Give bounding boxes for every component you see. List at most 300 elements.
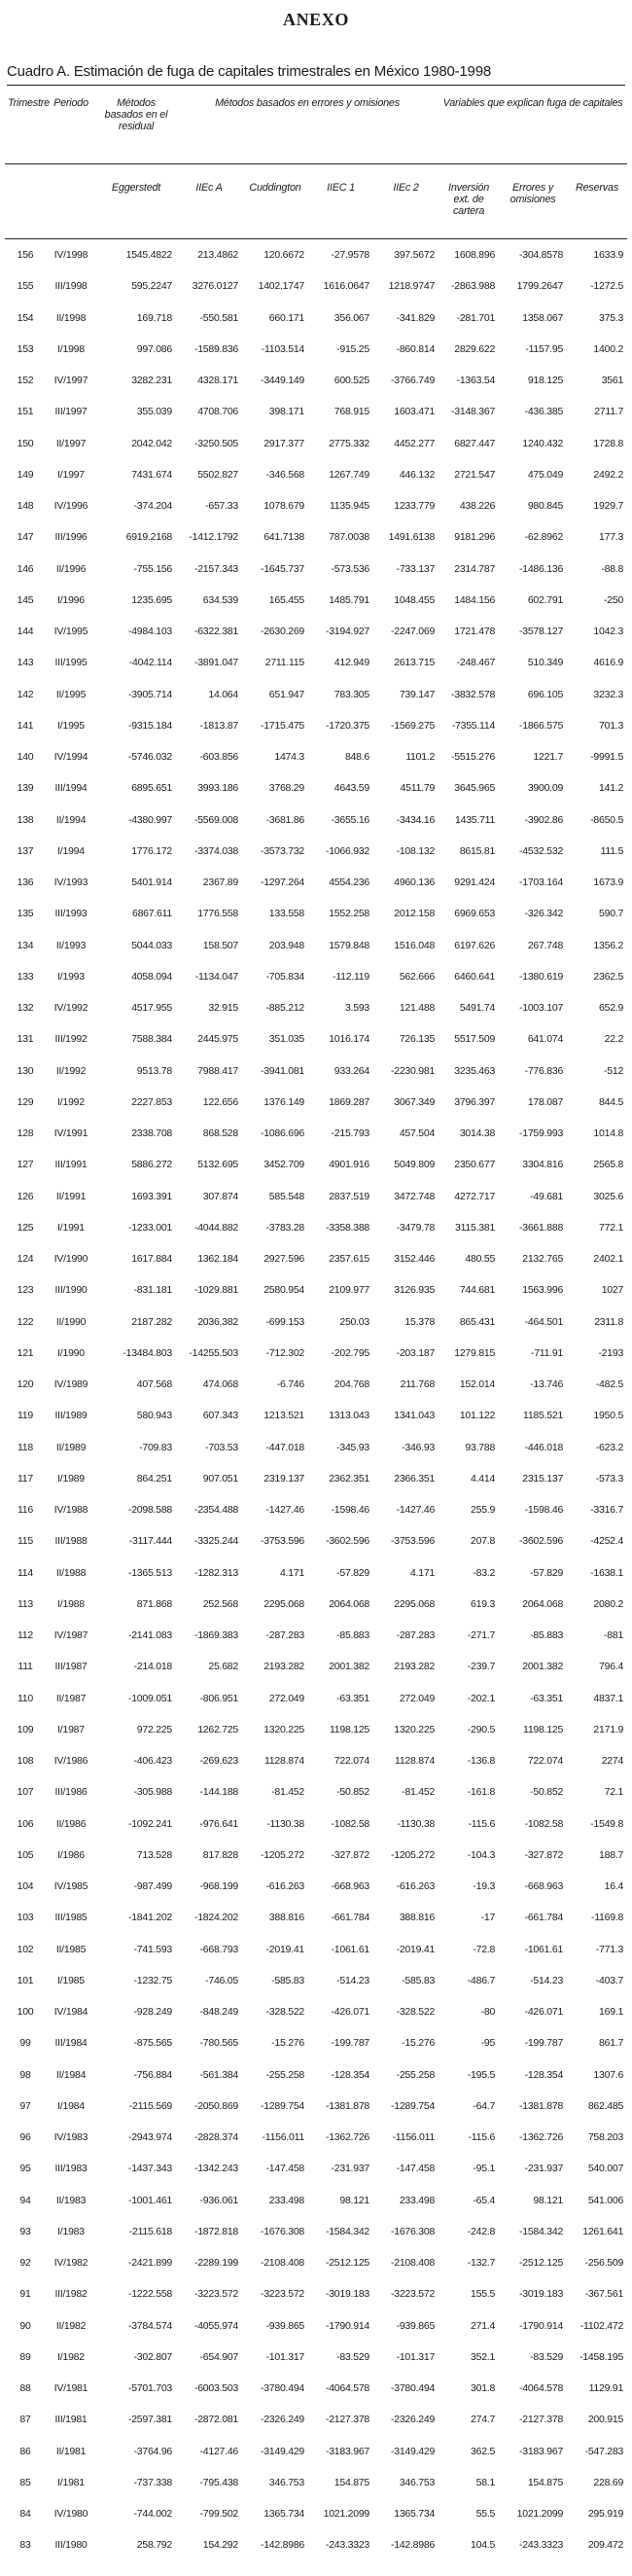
subheader-empty-trimestre xyxy=(5,164,46,239)
cell-periodo: II/1988 xyxy=(55,1566,87,1579)
cell-errores-y-omisiones: -243.3323 xyxy=(519,2539,564,2552)
cell-trimestre: 144 xyxy=(17,626,34,638)
cell-trimestre: 136 xyxy=(17,877,34,889)
cell-iiec-1: 250.03 xyxy=(339,1315,369,1328)
cell-trimestre: 124 xyxy=(17,1253,34,1266)
table-group-header-row xyxy=(5,91,627,164)
cell-iiec-a: -5569.008 xyxy=(193,813,238,826)
cell-iiec-1: 1616.0647 xyxy=(323,280,369,293)
table-row xyxy=(5,1651,627,1682)
subheader-iiec-1: IIEC 1 xyxy=(308,164,373,239)
cell-iiec-2: 739.147 xyxy=(399,688,436,700)
cell-reservas: 1728.8 xyxy=(593,437,624,449)
cell-iiec-a: -795.438 xyxy=(199,2476,238,2488)
cell-eggerstedt: 258.792 xyxy=(136,2539,172,2552)
table-row xyxy=(5,1338,627,1369)
cell-iiec-a: 158.507 xyxy=(202,939,238,951)
cell-cuddington: 3452.709 xyxy=(263,1159,304,1171)
cell-inversion-ext-cartera: 1279.815 xyxy=(454,1346,496,1359)
cell-eggerstedt: -2141.083 xyxy=(127,1629,172,1642)
cell-periodo: II/1991 xyxy=(55,1190,87,1202)
cell-iiec-2: -15.276 xyxy=(402,2037,436,2050)
cell-periodo: II/1986 xyxy=(55,1817,87,1830)
cell-iiec-a: 5502.827 xyxy=(197,468,238,481)
cell-periodo: III/1985 xyxy=(54,1912,88,1924)
cell-reservas: -9991.5 xyxy=(590,751,624,764)
cell-trimestre: 127 xyxy=(17,1159,34,1171)
cell-iiec-2: -860.814 xyxy=(396,342,436,355)
cell-trimestre: 125 xyxy=(17,1221,34,1234)
cell-reservas: -8650.5 xyxy=(590,813,624,826)
cell-errores-y-omisiones: -1759.993 xyxy=(519,1127,564,1140)
cell-cuddington: -1205.272 xyxy=(260,1848,304,1861)
cell-reservas: 2492.2 xyxy=(593,468,624,481)
cell-iiec-a: -746.05 xyxy=(205,1974,238,1986)
table-row xyxy=(5,741,627,772)
cell-trimestre: 115 xyxy=(18,1535,33,1548)
cell-eggerstedt: -305.988 xyxy=(133,1786,172,1799)
cell-inversion-ext-cartera: -161.8 xyxy=(467,1786,496,1799)
cell-inversion-ext-cartera: 2829.622 xyxy=(454,342,496,355)
cell-eggerstedt: 595.2247 xyxy=(131,280,172,293)
cell-periodo: III/1990 xyxy=(54,1284,88,1297)
subheader-iiec-a: IIEc A xyxy=(176,164,242,239)
cell-trimestre: 85 xyxy=(19,2476,31,2488)
cell-iiec-2: 3472.748 xyxy=(394,1190,436,1202)
cell-reservas: -771.3 xyxy=(595,1943,624,1955)
cell-iiec-1: -1790.914 xyxy=(325,2319,369,2332)
cell-cuddington: -939.865 xyxy=(265,2319,304,2332)
cell-iiec-a: -4127.46 xyxy=(199,2445,238,2457)
cell-cuddington: -1297.264 xyxy=(260,877,304,889)
cell-reservas: 861.7 xyxy=(599,2037,624,2050)
cell-periodo: IV/1981 xyxy=(53,2382,88,2395)
cell-trimestre: 133 xyxy=(17,970,34,983)
cell-iiec-1: -215.793 xyxy=(331,1127,369,1140)
table-row xyxy=(5,1055,627,1087)
cell-iiec-2: -328.522 xyxy=(396,2006,436,2019)
cell-inversion-ext-cartera: -5515.276 xyxy=(451,751,496,764)
cell-iiec-2: 1516.048 xyxy=(394,939,436,951)
cell-inversion-ext-cartera: 4272.717 xyxy=(454,1190,496,1202)
cell-iiec-1: 1485.791 xyxy=(329,593,369,606)
cell-eggerstedt: -875.565 xyxy=(133,2037,172,2050)
table-row xyxy=(5,1023,627,1055)
cell-errores-y-omisiones: -1157.95 xyxy=(525,342,564,355)
cell-periodo: IV/1982 xyxy=(53,2257,88,2270)
cell-cuddington: -1086.696 xyxy=(260,1127,304,1140)
cell-iiec-2: -2247.069 xyxy=(391,626,436,638)
table-row xyxy=(5,1589,627,1620)
cell-iiec-2: -939.865 xyxy=(396,2319,436,2332)
cell-eggerstedt: 972.225 xyxy=(136,1723,172,1735)
cell-iiec-1: -63.351 xyxy=(336,1692,369,1704)
cell-iiec-2: -287.283 xyxy=(396,1629,436,1642)
cell-iiec-1: 1869.287 xyxy=(329,1095,369,1108)
cell-periodo: I/1981 xyxy=(57,2476,85,2488)
cell-trimestre: 131 xyxy=(17,1033,34,1046)
cell-periodo: IV/1989 xyxy=(53,1378,88,1391)
cell-iiec-2: 4452.277 xyxy=(394,437,436,449)
cell-errores-y-omisiones: 3900.09 xyxy=(527,782,564,795)
table-row xyxy=(5,1840,627,1871)
cell-iiec-1: -1066.932 xyxy=(325,844,369,857)
cell-inversion-ext-cartera: 1484.156 xyxy=(454,593,496,606)
cell-cuddington: 1402.1747 xyxy=(258,280,304,293)
subheader-empty-periodo xyxy=(46,164,96,239)
table-caption: Cuadro A. Estimación de fuga de capitales trimestrales en México 1980-1998 xyxy=(7,63,625,86)
cell-eggerstedt: -2115.569 xyxy=(128,2099,172,2112)
table-row xyxy=(5,1149,627,1180)
cell-trimestre: 103 xyxy=(17,1912,34,1924)
document-page xyxy=(0,8,632,2561)
cell-inversion-ext-cartera: 155.5 xyxy=(471,2288,496,2301)
cell-errores-y-omisiones: -83.529 xyxy=(530,2350,564,2363)
cell-eggerstedt: 6919.2168 xyxy=(125,531,172,544)
cell-periodo: I/1987 xyxy=(57,1723,85,1735)
cell-reservas: 758.203 xyxy=(587,2131,624,2144)
table-row xyxy=(5,961,627,992)
cell-periodo: III/1991 xyxy=(54,1159,88,1171)
table-row xyxy=(5,396,627,427)
cell-reservas: -2193 xyxy=(598,1346,624,1359)
cell-iiec-1: -112.119 xyxy=(333,970,369,983)
table-row xyxy=(5,1463,627,1494)
cell-eggerstedt: -755.156 xyxy=(133,562,172,575)
cell-inversion-ext-cartera: 6827.447 xyxy=(454,437,496,449)
cell-errores-y-omisiones: 980.845 xyxy=(527,500,564,513)
cell-iiec-2: 1320.225 xyxy=(394,1723,436,1735)
cell-inversion-ext-cartera: -3832.578 xyxy=(451,688,496,700)
cell-cuddington: -2326.249 xyxy=(260,2414,304,2426)
cell-trimestre: 154 xyxy=(17,311,34,324)
cell-errores-y-omisiones: 1358.067 xyxy=(522,311,564,324)
cell-reservas: -3316.7 xyxy=(590,1504,624,1517)
cell-errores-y-omisiones: -2512.125 xyxy=(519,2257,564,2270)
cell-inversion-ext-cartera: -281.701 xyxy=(456,311,496,324)
table-row xyxy=(5,1965,627,1996)
cell-reservas: 3232.3 xyxy=(593,688,624,700)
cell-errores-y-omisiones: -711.91 xyxy=(530,1346,564,1359)
cell-iiec-2: 233.498 xyxy=(399,2194,436,2206)
cell-errores-y-omisiones: 1240.432 xyxy=(522,437,564,449)
table-row xyxy=(5,2529,627,2560)
capital-flight-table xyxy=(5,91,627,2561)
cell-trimestre: 111 xyxy=(18,1661,33,1673)
cell-reservas: 1929.7 xyxy=(593,500,624,513)
cell-iiec-1: -231.937 xyxy=(331,2163,369,2175)
table-row xyxy=(5,1118,627,1149)
cell-errores-y-omisiones: -668.963 xyxy=(524,1880,564,1893)
cell-iiec-a: 868.528 xyxy=(202,1127,238,1140)
cell-errores-y-omisiones: 98.121 xyxy=(533,2194,564,2206)
cell-errores-y-omisiones: 3304.816 xyxy=(522,1159,564,1171)
cell-errores-y-omisiones: -436.385 xyxy=(524,406,564,418)
table-row xyxy=(5,554,627,585)
cell-inversion-ext-cartera: -104.3 xyxy=(467,1848,496,1861)
cell-cuddington: 388.816 xyxy=(268,1912,304,1924)
cell-cuddington: -3941.081 xyxy=(260,1064,304,1077)
cell-iiec-1: 2064.068 xyxy=(329,1597,369,1610)
cell-eggerstedt: -1232.75 xyxy=(133,1974,172,1986)
cell-errores-y-omisiones: -199.787 xyxy=(524,2037,564,2050)
cell-iiec-a: -6322.381 xyxy=(193,626,238,638)
cell-cuddington: -142.8986 xyxy=(260,2539,304,2552)
cell-cuddington: 2580.954 xyxy=(263,1284,304,1297)
cell-cuddington: 4.171 xyxy=(279,1566,304,1579)
cell-iiec-a: 2036.382 xyxy=(197,1315,238,1328)
cell-inversion-ext-cartera: 6197.626 xyxy=(454,939,496,951)
cell-cuddington: 641.7138 xyxy=(263,531,304,544)
cell-iiec-a: 4708.706 xyxy=(197,406,238,418)
cell-errores-y-omisiones: -3183.967 xyxy=(519,2445,564,2457)
cell-iiec-2: -3753.596 xyxy=(391,1535,436,1548)
cell-inversion-ext-cartera: 5517.509 xyxy=(454,1033,496,1046)
cell-trimestre: 93 xyxy=(19,2225,31,2237)
cell-iiec-1: 1313.043 xyxy=(329,1410,369,1422)
cell-eggerstedt: 9513.78 xyxy=(136,1064,172,1077)
cell-eggerstedt: 1617.884 xyxy=(131,1253,172,1266)
cell-reservas: -367.561 xyxy=(584,2288,624,2301)
cell-errores-y-omisiones: 178.087 xyxy=(527,1095,564,1108)
cell-periodo: IV/1988 xyxy=(53,1504,88,1517)
cell-errores-y-omisiones: -304.8578 xyxy=(519,249,564,262)
cell-periodo: II/1996 xyxy=(55,562,87,575)
cell-iiec-2: -147.458 xyxy=(396,2163,436,2175)
table-row xyxy=(5,2498,627,2529)
cell-reservas: 2362.5 xyxy=(593,970,624,983)
cell-trimestre: 83 xyxy=(19,2539,31,2552)
table-row xyxy=(5,2153,627,2184)
cell-periodo: IV/1985 xyxy=(53,1880,88,1893)
cell-iiec-2: 121.488 xyxy=(399,1002,436,1015)
cell-periodo: II/1992 xyxy=(55,1064,87,1077)
cell-periodo: I/1988 xyxy=(57,1597,85,1610)
cell-reservas: -547.283 xyxy=(584,2445,624,2457)
cell-periodo: III/1993 xyxy=(54,908,88,920)
table-row xyxy=(5,2091,627,2122)
cell-cuddington: -3780.494 xyxy=(260,2382,304,2395)
cell-inversion-ext-cartera: -248.467 xyxy=(456,657,496,669)
cell-trimestre: 90 xyxy=(19,2319,31,2332)
cell-cuddington: -885.212 xyxy=(265,1002,304,1015)
cell-reservas: -250 xyxy=(604,593,624,606)
cell-reservas: 862.485 xyxy=(587,2099,624,2112)
cell-periodo: IV/1994 xyxy=(53,751,88,764)
cell-periodo: IV/1986 xyxy=(53,1755,88,1768)
cell-inversion-ext-cartera: -7355.114 xyxy=(451,719,496,732)
table-row xyxy=(5,2247,627,2278)
table-row xyxy=(5,1525,627,1556)
cell-trimestre: 128 xyxy=(17,1127,34,1140)
cell-trimestre: 140 xyxy=(17,751,34,764)
cell-errores-y-omisiones: 475.049 xyxy=(527,468,564,481)
cell-cuddington: 165.455 xyxy=(268,593,304,606)
cell-cuddington: 2917.377 xyxy=(263,437,304,449)
cell-reservas: -512 xyxy=(604,1064,624,1077)
cell-reservas: 2402.1 xyxy=(593,1253,624,1266)
cell-iiec-a: -1134.047 xyxy=(194,970,238,983)
cell-cuddington: -328.522 xyxy=(265,2006,304,2019)
cell-cuddington: 1128.874 xyxy=(263,1755,304,1768)
cell-iiec-a: 25.682 xyxy=(208,1661,238,1673)
cell-iiec-2: 4960.136 xyxy=(394,877,436,889)
cell-reservas: -88.8 xyxy=(601,562,624,575)
cell-cuddington: -147.458 xyxy=(265,2163,304,2175)
cell-iiec-a: -1282.313 xyxy=(193,1566,238,1579)
cell-trimestre: 143 xyxy=(17,657,34,669)
cell-eggerstedt: -756.884 xyxy=(133,2068,172,2081)
cell-inversion-ext-cartera: 480.55 xyxy=(465,1253,496,1266)
cell-iiec-a: -1342.243 xyxy=(193,2163,238,2175)
cell-trimestre: 109 xyxy=(17,1723,34,1735)
cell-errores-y-omisiones: 510.349 xyxy=(527,657,564,669)
table-row xyxy=(5,2122,627,2153)
cell-iiec-1: -83.529 xyxy=(336,2350,369,2363)
table-row xyxy=(5,930,627,961)
cell-eggerstedt: 997.086 xyxy=(136,342,172,355)
cell-iiec-a: 2445.975 xyxy=(197,1033,238,1046)
cell-periodo: I/1993 xyxy=(57,970,85,983)
cell-eggerstedt: -3784.574 xyxy=(127,2319,172,2332)
cell-iiec-a: -848.249 xyxy=(199,2006,238,2019)
cell-iiec-a: -654.907 xyxy=(199,2350,238,2363)
table-row xyxy=(5,1274,627,1306)
cell-periodo: I/1985 xyxy=(57,1974,85,1986)
cell-inversion-ext-cartera: -486.7 xyxy=(467,1974,496,1986)
cell-errores-y-omisiones: -1486.136 xyxy=(519,562,564,575)
cell-iiec-1: 2001.382 xyxy=(329,1661,369,1673)
cell-inversion-ext-cartera: 352.1 xyxy=(471,2350,496,2363)
cell-errores-y-omisiones: 2001.382 xyxy=(522,1661,564,1673)
cell-cuddington: 1365.734 xyxy=(263,2508,304,2521)
cell-iiec-2: -616.263 xyxy=(396,1880,436,1893)
cell-inversion-ext-cartera: -115.6 xyxy=(468,2131,496,2144)
table-row xyxy=(5,2278,627,2309)
cell-iiec-1: -202.795 xyxy=(331,1346,369,1359)
cell-iiec-a: -1029.881 xyxy=(193,1284,238,1297)
cell-iiec-a: 122.656 xyxy=(202,1095,238,1108)
cell-periodo: IV/1992 xyxy=(53,1002,88,1015)
cell-trimestre: 120 xyxy=(17,1378,34,1391)
cell-inversion-ext-cartera: 865.431 xyxy=(459,1315,496,1328)
cell-eggerstedt: -3117.444 xyxy=(128,1535,172,1548)
cell-eggerstedt: -5701.703 xyxy=(127,2382,172,2395)
cell-periodo: II/1987 xyxy=(55,1692,87,1704)
cell-iiec-1: -4064.578 xyxy=(325,2382,369,2395)
cell-cuddington: -3783.28 xyxy=(265,1221,304,1234)
cell-reservas: -1638.1 xyxy=(590,1566,624,1579)
table-row xyxy=(5,239,627,271)
cell-iiec-2: -2108.408 xyxy=(391,2257,436,2270)
cell-iiec-2: -108.132 xyxy=(396,844,436,857)
cell-cuddington: -585.83 xyxy=(271,1974,304,1986)
cell-errores-y-omisiones: -446.018 xyxy=(524,1441,564,1453)
cell-cuddington: -81.452 xyxy=(271,1786,304,1799)
cell-eggerstedt: -214.018 xyxy=(133,1661,172,1673)
cell-trimestre: 84 xyxy=(19,2508,31,2521)
cell-iiec-a: -2354.488 xyxy=(193,1504,238,1517)
cell-inversion-ext-cartera: -17 xyxy=(480,1912,496,1924)
table-row xyxy=(5,1745,627,1776)
cell-reservas: 22.2 xyxy=(604,1033,624,1046)
cell-reservas: 652.9 xyxy=(599,1002,624,1015)
cell-iiec-2: -142.8986 xyxy=(391,2539,436,2552)
cell-periodo: II/1981 xyxy=(55,2445,87,2457)
cell-trimestre: 89 xyxy=(19,2350,31,2363)
cell-iiec-2: 4.171 xyxy=(410,1566,436,1579)
cell-trimestre: 117 xyxy=(18,1472,33,1485)
cell-trimestre: 156 xyxy=(17,249,34,262)
cell-iiec-1: -668.963 xyxy=(331,1880,369,1893)
cell-cuddington: 272.049 xyxy=(268,1692,304,1704)
cell-trimestre: 95 xyxy=(19,2163,31,2175)
cell-iiec-1: 1267.749 xyxy=(329,468,369,481)
cell-iiec-a: 154.292 xyxy=(202,2539,238,2552)
table-row xyxy=(5,1369,627,1400)
cell-eggerstedt: -5746.032 xyxy=(127,751,172,764)
cell-reservas: 295.919 xyxy=(587,2508,624,2521)
cell-inversion-ext-cartera: 3014.38 xyxy=(459,1127,496,1140)
table-row xyxy=(5,521,627,553)
cell-trimestre: 91 xyxy=(19,2288,31,2301)
cell-iiec-2: 562.666 xyxy=(399,970,436,983)
cell-eggerstedt: -302.807 xyxy=(133,2350,172,2363)
cell-iiec-2: 346.753 xyxy=(399,2476,436,2488)
cell-inversion-ext-cartera: 619.3 xyxy=(471,1597,496,1610)
cell-cuddington: -1289.754 xyxy=(260,2099,304,2112)
table-row xyxy=(5,2342,627,2373)
cell-iiec-a: -703.53 xyxy=(205,1441,238,1453)
cell-periodo: I/1986 xyxy=(57,1848,85,1861)
table-row xyxy=(5,2436,627,2467)
cell-eggerstedt: -1437.343 xyxy=(127,2163,172,2175)
cell-iiec-1: 2837.519 xyxy=(329,1190,369,1202)
table-row xyxy=(5,1683,627,1714)
cell-cuddington: -2108.408 xyxy=(260,2257,304,2270)
cell-iiec-1: -3183.967 xyxy=(325,2445,369,2457)
cell-periodo: III/1981 xyxy=(54,2414,88,2426)
cell-cuddington: -15.276 xyxy=(271,2037,304,2050)
cell-iiec-1: -1720.375 xyxy=(325,719,369,732)
cell-eggerstedt: 580.943 xyxy=(136,1410,172,1422)
cell-periodo: III/1980 xyxy=(54,2539,88,2552)
cell-eggerstedt: -737.338 xyxy=(133,2476,172,2488)
cell-errores-y-omisiones: -1061.61 xyxy=(524,1943,564,1955)
cell-periodo: II/1998 xyxy=(55,311,87,324)
cell-reservas: 228.69 xyxy=(593,2476,624,2488)
cell-eggerstedt: 5044.033 xyxy=(131,939,172,951)
subheader-errores-y-omisiones: Errores y omisiones xyxy=(499,164,567,239)
cell-cuddington: -616.263 xyxy=(265,1880,304,1893)
cell-errores-y-omisiones: -3578.127 xyxy=(519,626,564,638)
cell-iiec-2: -1427.46 xyxy=(396,1504,436,1517)
cell-iiec-2: 1218.9747 xyxy=(388,280,436,293)
cell-iiec-2: 15.378 xyxy=(404,1315,436,1328)
cell-iiec-a: 1262.725 xyxy=(197,1723,238,1735)
cell-periodo: I/1984 xyxy=(57,2099,85,2112)
cell-eggerstedt: -3905.714 xyxy=(127,688,172,700)
cell-eggerstedt: 3282.231 xyxy=(131,375,172,387)
cell-iiec-2: 2613.715 xyxy=(394,657,436,669)
cell-errores-y-omisiones: 267.748 xyxy=(527,939,564,951)
cell-errores-y-omisiones: 696.105 xyxy=(527,688,564,700)
cell-iiec-1: -1061.61 xyxy=(331,1943,369,1955)
cell-iiec-1: 154.875 xyxy=(334,2476,369,2488)
cell-periodo: III/1992 xyxy=(54,1033,88,1046)
cell-iiec-a: 607.343 xyxy=(202,1410,238,1422)
table-row xyxy=(5,1212,627,1243)
